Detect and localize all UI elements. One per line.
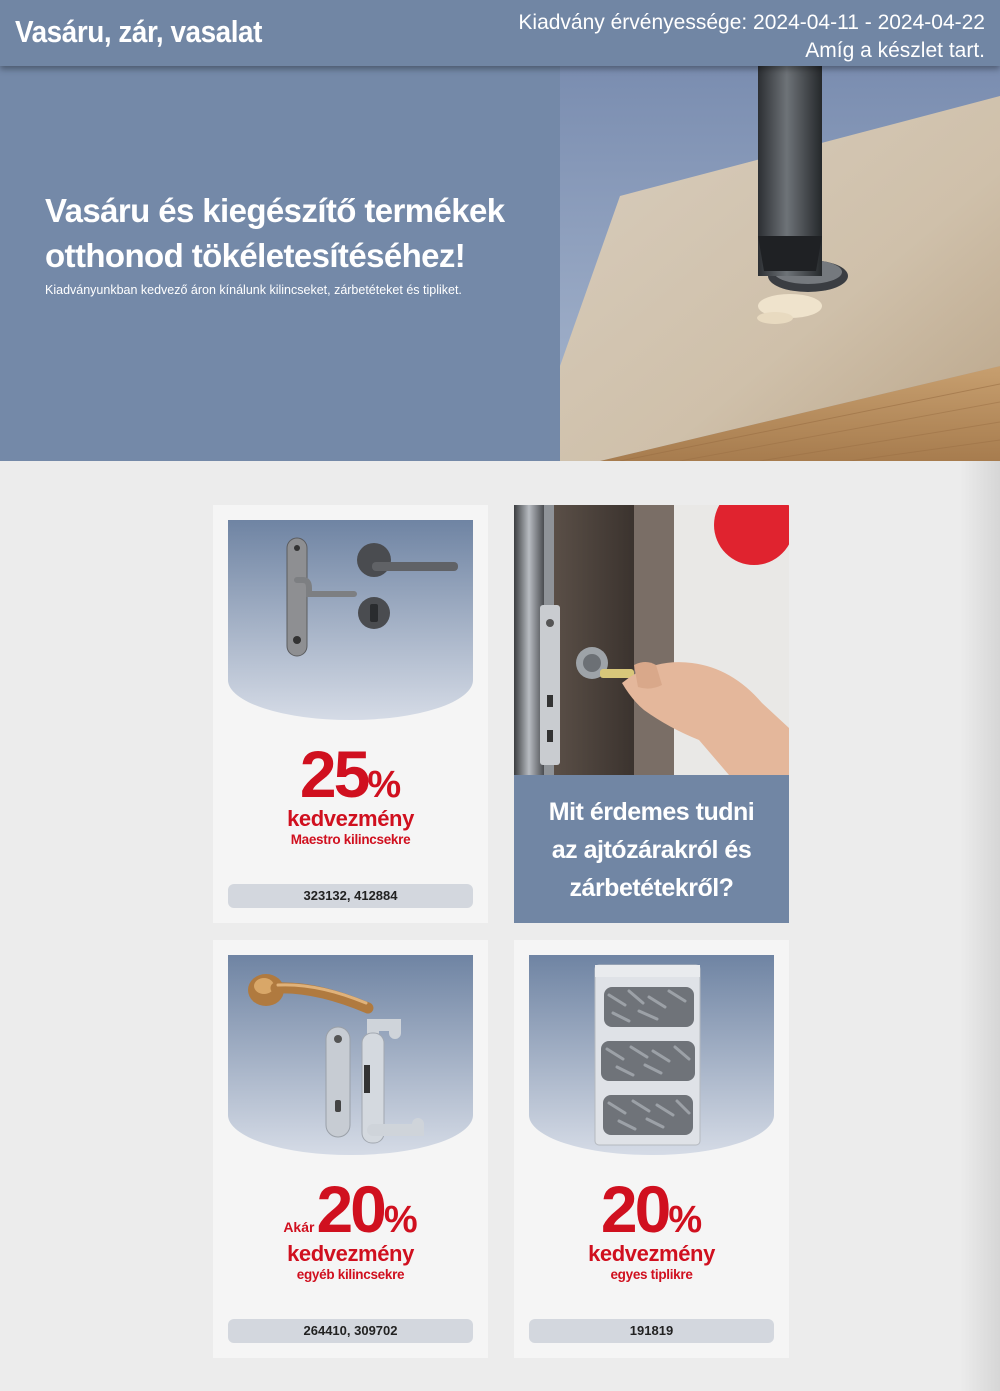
- discount-unit: %: [668, 1199, 703, 1241]
- discount-prefix: Akár: [283, 1219, 315, 1235]
- door-handle-pair-icon: [228, 955, 473, 1155]
- discount-block: [213, 737, 488, 848]
- validity-dates: Kiadvány érvényessége: 2024-04-11 - 2024-04-22: [518, 11, 985, 34]
- discount-value: 20: [316, 1172, 384, 1246]
- discount-label: kedvezmény: [287, 1241, 414, 1266]
- product-image: [529, 955, 774, 1155]
- validity-info: [518, 9, 985, 65]
- screwdriver-screw-photo: [560, 66, 1000, 461]
- discount-unit: %: [383, 1199, 418, 1241]
- info-text-line: zárbetétekről?: [569, 874, 734, 902]
- discount-description: egyéb kilincsekre: [296, 1267, 405, 1282]
- discount-block: [213, 1172, 488, 1283]
- info-card-text: [514, 793, 789, 907]
- page-title: Vasáru, zár, vasalat: [15, 14, 262, 49]
- discount-description: Maestro kilincsekre: [290, 832, 411, 847]
- discount-value: 20: [600, 1172, 669, 1246]
- info-text-line: Mit érdemes tudni: [548, 798, 755, 826]
- product-codes: 191819: [529, 1319, 774, 1343]
- promo-card-wall-plugs[interactable]: [514, 940, 789, 1358]
- product-image: [228, 955, 473, 1155]
- promo-card-other-handles[interactable]: [213, 940, 488, 1358]
- discount-block: [514, 1172, 789, 1283]
- page-edge-shadow: [960, 461, 1000, 1391]
- stock-notice: Amíg a készlet tart.: [805, 39, 985, 62]
- discount-description: egyes tiplikre: [610, 1267, 693, 1282]
- info-card-locks[interactable]: [514, 505, 789, 923]
- discount-label: kedvezmény: [588, 1241, 715, 1266]
- product-codes: 323132, 412884: [228, 884, 473, 908]
- discount-label: kedvezmény: [287, 806, 414, 831]
- product-codes: 264410, 309702: [228, 1319, 473, 1343]
- header-bar: [0, 0, 1000, 66]
- wall-plug-bag-icon: [529, 955, 774, 1155]
- discount-unit: %: [367, 764, 402, 806]
- door-lock-key-photo: [514, 505, 789, 775]
- hero-subtext: Kiadványunkban kedvező áron kínálunk kilincseket, zárbetéteket és tipliket.: [45, 283, 462, 297]
- hero-banner: [0, 66, 1000, 461]
- info-text-line: az ajtózárakról és: [551, 836, 752, 864]
- hero-headline: Vasáru és kiegészítő termékek otthonod tökéletesítéséhez!: [45, 192, 505, 274]
- discount-value: 25: [299, 737, 368, 811]
- product-image: [228, 520, 473, 720]
- promo-card-maestro[interactable]: [213, 505, 488, 923]
- door-handle-set-icon: [228, 520, 473, 720]
